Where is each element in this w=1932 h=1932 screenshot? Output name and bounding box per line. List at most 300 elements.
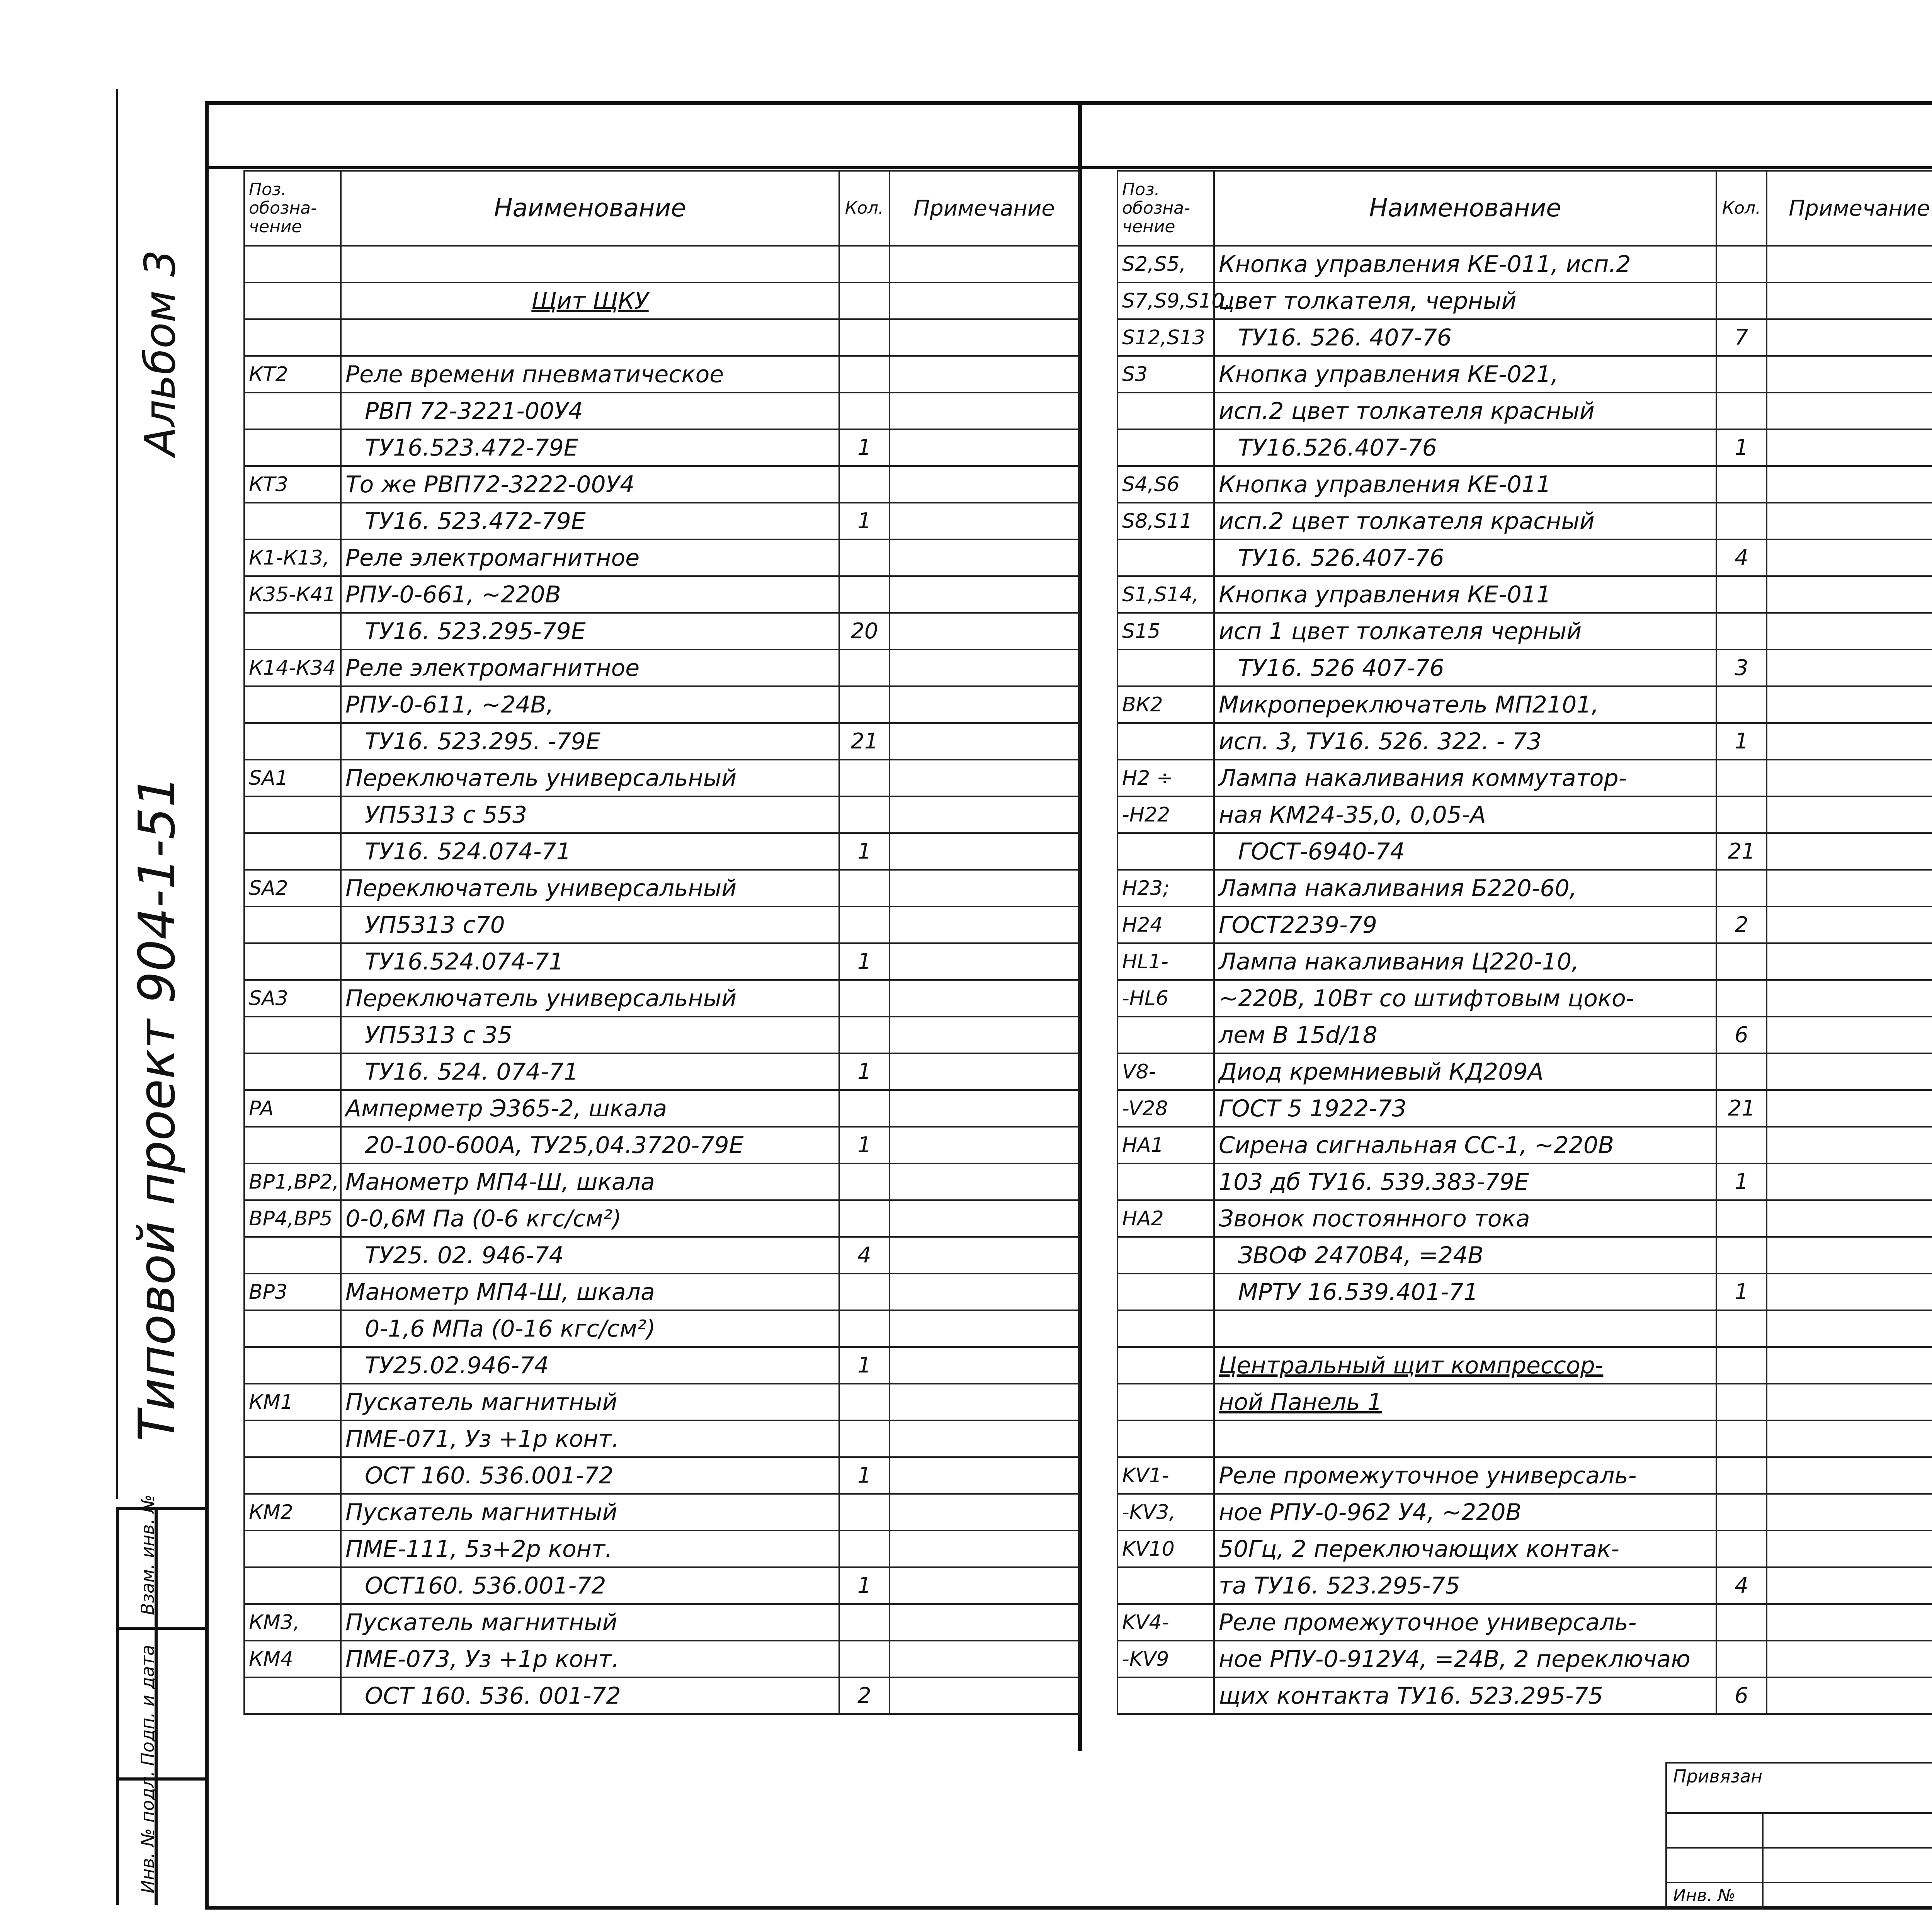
qty-cell [839, 1641, 889, 1677]
name-cell: ОСТ 160. 536.001-72 [341, 1457, 839, 1494]
table-row [244, 1274, 1079, 1310]
note-cell [889, 1420, 1079, 1457]
position-cell [1117, 1237, 1214, 1274]
table-row [1117, 1531, 1932, 1567]
name-cell: ТУ16. 526 407-76 [1214, 650, 1716, 686]
note-cell [1767, 760, 1932, 796]
qty-cell: 3 [1716, 650, 1767, 686]
name-cell: ное РПУ-0-962 У4, ~220В [1214, 1494, 1716, 1531]
position-cell [244, 503, 341, 539]
qty-cell [1716, 393, 1767, 429]
table-row [244, 1017, 1079, 1053]
qty-cell [839, 760, 889, 796]
table-row [1117, 1090, 1932, 1127]
table-row [244, 356, 1079, 393]
table-row [1117, 686, 1932, 723]
name-cell: Кнопка управления КЕ-011 [1214, 576, 1716, 613]
qty-cell: 20 [839, 613, 889, 650]
position-cell [244, 429, 341, 466]
table-row [244, 1163, 1079, 1200]
position-cell: BP4,BP5 [244, 1200, 341, 1237]
note-cell [889, 319, 1079, 356]
name-cell: ТУ16.526.407-76 [1214, 429, 1716, 466]
position-cell: SA1 [244, 760, 341, 796]
note-cell [889, 1274, 1079, 1310]
name-cell: 0-1,6 МПа (0-16 кгс/см²) [341, 1310, 839, 1347]
note-cell [889, 980, 1079, 1017]
note-cell [889, 1641, 1079, 1677]
name-cell: ная КМ24-35,0, 0,05-А [1214, 796, 1716, 833]
name-cell: исп. 3, ТУ16. 526. 322. - 73 [1214, 723, 1716, 760]
position-cell [244, 319, 341, 356]
qty-cell: 21 [839, 723, 889, 760]
name-cell: УП5313 с 553 [341, 796, 839, 833]
qty-cell [1716, 1200, 1767, 1237]
note-cell [1767, 246, 1932, 282]
position-cell: КТ3 [244, 466, 341, 503]
table-row [1117, 943, 1932, 980]
table-row [244, 1200, 1079, 1237]
table-row [244, 1494, 1079, 1531]
position-cell [1117, 1017, 1214, 1053]
qty-cell [1716, 1347, 1767, 1384]
table-row [1117, 1237, 1932, 1274]
position-cell [244, 833, 341, 870]
qty-cell [1716, 1127, 1767, 1163]
qty-cell [839, 1494, 889, 1531]
name-cell: Кнопка управления КЕ-011 [1214, 466, 1716, 503]
position-cell [1117, 650, 1214, 686]
qty-cell [839, 870, 889, 906]
position-cell: V8- [1117, 1053, 1214, 1090]
qty-cell: 7 [1716, 319, 1767, 356]
position-cell [244, 1017, 341, 1053]
name-cell: Реле промежуточное универсаль- [1214, 1457, 1716, 1494]
table-row [1117, 1677, 1932, 1714]
position-cell: Н24 [1117, 906, 1214, 943]
table-row [244, 980, 1079, 1017]
qty-cell [1716, 686, 1767, 723]
name-cell: Манометр МП4-Ш, шкала [341, 1274, 839, 1310]
position-cell: КТ2 [244, 356, 341, 393]
note-cell [889, 686, 1079, 723]
position-cell: НА2 [1117, 1200, 1214, 1237]
note-cell [889, 870, 1079, 906]
note-cell [889, 1604, 1079, 1641]
note-cell [1767, 1310, 1932, 1347]
name-cell: Лампа накаливания коммутатор- [1214, 760, 1716, 796]
note-cell [1767, 1384, 1932, 1420]
qty-cell [1716, 796, 1767, 833]
position-cell: SA2 [244, 870, 341, 906]
qty-cell: 1 [839, 1053, 889, 1090]
note-cell [1767, 393, 1932, 429]
note-cell [1767, 613, 1932, 650]
name-cell: ЗВОФ 2470В4, =24В [1214, 1237, 1716, 1274]
table-row [244, 282, 1079, 319]
position-cell: PA [244, 1090, 341, 1127]
table-row [1117, 833, 1932, 870]
name-cell: Кнопка управления КЕ-021, [1214, 356, 1716, 393]
position-cell: К14-К34 [244, 650, 341, 686]
table-row [1117, 760, 1932, 796]
qty-cell [1716, 576, 1767, 613]
note-cell [889, 1310, 1079, 1347]
qty-cell [839, 1017, 889, 1053]
table-row [244, 870, 1079, 906]
position-cell: К1-К13, [244, 539, 341, 576]
name-cell: 20-100-600А, ТУ25,04.3720-79Е [341, 1127, 839, 1163]
table-row [1117, 356, 1932, 393]
qty-cell [839, 1531, 889, 1567]
inv-no-label: Инв. № [1673, 1886, 1736, 1905]
table-row [244, 613, 1079, 650]
qty-cell: 1 [839, 833, 889, 870]
table-row [1117, 1567, 1932, 1604]
qty-cell [1716, 870, 1767, 906]
note-cell [889, 429, 1079, 466]
position-cell: KV1- [1117, 1457, 1214, 1494]
header-qty: Кол. [839, 171, 889, 246]
table-row [244, 1604, 1079, 1641]
qty-cell [1716, 1457, 1767, 1494]
table-row [1117, 1274, 1932, 1310]
note-cell [1767, 650, 1932, 686]
note-cell [889, 246, 1079, 282]
position-cell [244, 1457, 341, 1494]
note-cell [889, 1531, 1079, 1567]
table-row [244, 686, 1079, 723]
name-cell: ОСТ 160. 536. 001-72 [341, 1677, 839, 1714]
qty-cell [1716, 1237, 1767, 1274]
table-row [244, 796, 1079, 833]
name-cell: исп 1 цвет толкателя черный [1214, 613, 1716, 650]
note-cell [1767, 1457, 1932, 1494]
note-cell [1767, 1567, 1932, 1604]
note-cell [889, 943, 1079, 980]
position-cell: -V28 [1117, 1090, 1214, 1127]
qty-cell [1716, 466, 1767, 503]
note-cell [1767, 1531, 1932, 1567]
table-row [1117, 1310, 1932, 1347]
table-row [1117, 576, 1932, 613]
note-cell [1767, 1053, 1932, 1090]
position-cell: -KV9 [1117, 1641, 1214, 1677]
table-row [244, 906, 1079, 943]
table-row [244, 1127, 1079, 1163]
table-row [244, 1457, 1079, 1494]
note-cell [1767, 1163, 1932, 1200]
position-cell: BP3 [244, 1274, 341, 1310]
name-cell: лем В 15d/18 [1214, 1017, 1716, 1053]
qty-cell [1716, 1494, 1767, 1531]
position-cell [244, 1420, 341, 1457]
name-cell: ГОСТ 5 1922-73 [1214, 1090, 1716, 1127]
position-cell: Н2 ÷ [1117, 760, 1214, 796]
qty-cell: 6 [1716, 1677, 1767, 1714]
note-cell [1767, 539, 1932, 576]
name-cell: ОСТ160. 536.001-72 [341, 1567, 839, 1604]
qty-cell [839, 1274, 889, 1310]
position-cell: S2,S5, [1117, 246, 1214, 282]
note-cell [1767, 796, 1932, 833]
position-cell [244, 1127, 341, 1163]
name-cell: 50Гц, 2 переключающих контак- [1214, 1531, 1716, 1567]
qty-cell [1716, 1641, 1767, 1677]
position-cell [1117, 1310, 1214, 1347]
note-cell [1767, 466, 1932, 503]
note-cell [1767, 833, 1932, 870]
qty-cell: 1 [1716, 723, 1767, 760]
name-cell: ГОСТ-6940-74 [1214, 833, 1716, 870]
name-cell: ТУ16.523.472-79Е [341, 429, 839, 466]
name-cell: Реле электромагнитное [341, 650, 839, 686]
position-cell [1117, 1677, 1214, 1714]
name-cell: Лампа накаливания Б220-60, [1214, 870, 1716, 906]
qty-cell [839, 1420, 889, 1457]
qty-cell [839, 282, 889, 319]
qty-cell [1716, 246, 1767, 282]
name-cell: ТУ16. 524. 074-71 [341, 1053, 839, 1090]
header-name: Наименование [1214, 171, 1716, 246]
name-cell: Лампа накаливания Ц220-10, [1214, 943, 1716, 980]
strip-inv-label: Инв. № подл. [137, 1770, 158, 1893]
name-cell: РПУ-0-661, ~220В [341, 576, 839, 613]
qty-cell: 21 [1716, 833, 1767, 870]
spec-table-1 [243, 170, 1080, 1715]
note-cell [889, 356, 1079, 393]
name-cell: Реле времени пневматическое [341, 356, 839, 393]
position-cell [1117, 1347, 1214, 1384]
note-cell [889, 1347, 1079, 1384]
note-cell [889, 1237, 1079, 1274]
table-row [1117, 466, 1932, 503]
name-cell: Центральный щит компрессор- [1214, 1347, 1716, 1384]
position-cell [244, 246, 341, 282]
name-cell: УП5313 с 35 [341, 1017, 839, 1053]
name-cell: ПМЕ-073, Уз +1р конт. [341, 1641, 839, 1677]
note-cell [1767, 1347, 1932, 1384]
position-cell: S4,S6 [1117, 466, 1214, 503]
position-cell [244, 1237, 341, 1274]
note-cell [889, 796, 1079, 833]
position-cell: ВК2 [1117, 686, 1214, 723]
name-cell: Реле электромагнитное [341, 539, 839, 576]
position-cell: KV4- [1117, 1604, 1214, 1641]
table-row [244, 503, 1079, 539]
name-cell: Сирена сигнальная СС-1, ~220В [1214, 1127, 1716, 1163]
name-cell: ~220В, 10Вт со штифтовым цоко- [1214, 980, 1716, 1017]
position-cell: КМ1 [244, 1384, 341, 1420]
table-row [244, 1641, 1079, 1677]
table-row [1117, 1347, 1932, 1384]
table-row [1117, 1384, 1932, 1420]
note-cell [1767, 1090, 1932, 1127]
note-cell [889, 833, 1079, 870]
table-row [1117, 613, 1932, 650]
name-cell: 103 дб ТУ16. 539.383-79Е [1214, 1163, 1716, 1200]
qty-cell: 1 [839, 1457, 889, 1494]
position-cell: КМ3, [244, 1604, 341, 1641]
note-cell [1767, 943, 1932, 980]
name-cell [341, 319, 839, 356]
name-cell: Переключатель универсальный [341, 760, 839, 796]
name-cell: Реле промежуточное универсаль- [1214, 1604, 1716, 1641]
table-row [1117, 246, 1932, 282]
name-cell: щих контакта ТУ16. 523.295-75 [1214, 1677, 1716, 1714]
name-cell: ТУ16. 524.074-71 [341, 833, 839, 870]
position-cell [1117, 1384, 1214, 1420]
qty-cell: 2 [839, 1677, 889, 1714]
table-row [1117, 1494, 1932, 1531]
header-pos: Поз. обозна- чение [244, 171, 341, 246]
position-cell [1117, 393, 1214, 429]
table-row [244, 1677, 1079, 1714]
table-row [244, 1567, 1079, 1604]
note-cell [889, 466, 1079, 503]
header-pos: Поз. обозна- чение [1117, 171, 1214, 246]
qty-cell: 1 [1716, 1274, 1767, 1310]
position-cell [244, 796, 341, 833]
position-cell [244, 1567, 341, 1604]
qty-cell [839, 980, 889, 1017]
table-row [1117, 1420, 1932, 1457]
note-cell [1767, 282, 1932, 319]
name-cell: Амперметр Э365-2, шкала [341, 1090, 839, 1127]
qty-cell [839, 466, 889, 503]
note-cell [1767, 319, 1932, 356]
qty-cell [1716, 1420, 1767, 1457]
note-cell [1767, 980, 1932, 1017]
table-row [1117, 870, 1932, 906]
qty-cell [839, 393, 889, 429]
qty-cell [839, 539, 889, 576]
note-cell [889, 1384, 1079, 1420]
table-row [244, 723, 1079, 760]
table-row [1117, 1457, 1932, 1494]
qty-cell: 4 [1716, 1567, 1767, 1604]
position-cell [244, 1677, 341, 1714]
name-cell: ПМЕ-071, Уз +1р конт. [341, 1420, 839, 1457]
header-qty: Кол. [1716, 171, 1767, 246]
name-cell [341, 246, 839, 282]
position-cell [1117, 429, 1214, 466]
note-cell [1767, 1494, 1932, 1531]
qty-cell: 21 [1716, 1090, 1767, 1127]
qty-cell: 1 [839, 429, 889, 466]
name-cell: ТУ16. 523.295-79Е [341, 613, 839, 650]
note-cell [889, 1163, 1079, 1200]
table-row [244, 539, 1079, 576]
table-row [1117, 1017, 1932, 1053]
name-cell: Щит ЩКУ [341, 282, 839, 319]
name-cell: ТУ16.524.074-71 [341, 943, 839, 980]
table-row [1117, 1641, 1932, 1677]
table-row [244, 760, 1079, 796]
position-cell [1117, 1420, 1214, 1457]
table-row [244, 650, 1079, 686]
name-cell: ТУ16. 526.407-76 [1214, 539, 1716, 576]
table-row [1117, 723, 1932, 760]
note-cell [1767, 723, 1932, 760]
position-cell: KV10 [1117, 1531, 1214, 1567]
name-cell: ТУ16. 523.295. -79Е [341, 723, 839, 760]
position-cell [1117, 1274, 1214, 1310]
note-cell [889, 1090, 1079, 1127]
note-cell [889, 723, 1079, 760]
note-cell [1767, 503, 1932, 539]
position-cell: -Н22 [1117, 796, 1214, 833]
note-cell [1767, 1677, 1932, 1714]
note-cell [889, 1127, 1079, 1163]
album-label: Альбом 3 [135, 250, 185, 456]
qty-cell [839, 906, 889, 943]
table-row [244, 1310, 1079, 1347]
position-cell: -HL6 [1117, 980, 1214, 1017]
position-cell [1117, 1163, 1214, 1200]
note-cell [889, 1457, 1079, 1494]
table-row [244, 833, 1079, 870]
header-name: Наименование [341, 171, 839, 246]
header-note: Примечание [889, 171, 1079, 246]
table-row [244, 246, 1079, 282]
position-cell: BP1,BP2, [244, 1163, 341, 1200]
qty-cell [1716, 282, 1767, 319]
table-row [1117, 1127, 1932, 1163]
name-cell: МРТУ 16.539.401-71 [1214, 1274, 1716, 1310]
name-cell: ное РПУ-0-912У4, =24В, 2 переключаю [1214, 1641, 1716, 1677]
table-row [244, 1053, 1079, 1090]
name-cell: ТУ25.02.946-74 [341, 1347, 839, 1384]
table-row [1117, 906, 1932, 943]
qty-cell [839, 796, 889, 833]
note-cell [889, 1494, 1079, 1531]
position-cell: Н23; [1117, 870, 1214, 906]
qty-cell [1716, 1053, 1767, 1090]
name-cell: Переключатель универсальный [341, 870, 839, 906]
qty-cell [839, 686, 889, 723]
position-cell [244, 1531, 341, 1567]
note-cell [1767, 356, 1932, 393]
note-cell [1767, 1420, 1932, 1457]
table-row [1117, 1053, 1932, 1090]
position-cell [1117, 539, 1214, 576]
note-cell [1767, 1604, 1932, 1641]
position-cell [244, 906, 341, 943]
name-cell: РПУ-0-611, ~24В, [341, 686, 839, 723]
name-cell: ТУ25. 02. 946-74 [341, 1237, 839, 1274]
position-cell: КМ4 [244, 1641, 341, 1677]
note-cell [889, 760, 1079, 796]
name-cell: ной Панель 1 [1214, 1384, 1716, 1420]
qty-cell: 4 [839, 1237, 889, 1274]
table-row [244, 1347, 1079, 1384]
qty-cell [1716, 760, 1767, 796]
name-cell: цвет толкателя, черный [1214, 282, 1716, 319]
qty-cell [839, 319, 889, 356]
name-cell: та ТУ16. 523.295-75 [1214, 1567, 1716, 1604]
note-cell [889, 539, 1079, 576]
qty-cell [839, 1090, 889, 1127]
position-cell: S1,S14, [1117, 576, 1214, 613]
name-cell [1214, 1420, 1716, 1457]
name-cell: ТУ16. 526. 407-76 [1214, 319, 1716, 356]
note-cell [1767, 870, 1932, 906]
qty-cell [1716, 1310, 1767, 1347]
name-cell: Переключатель универсальный [341, 980, 839, 1017]
table-row [1117, 1604, 1932, 1641]
project-label: Типовой проект 904-1-51 [128, 775, 186, 1441]
